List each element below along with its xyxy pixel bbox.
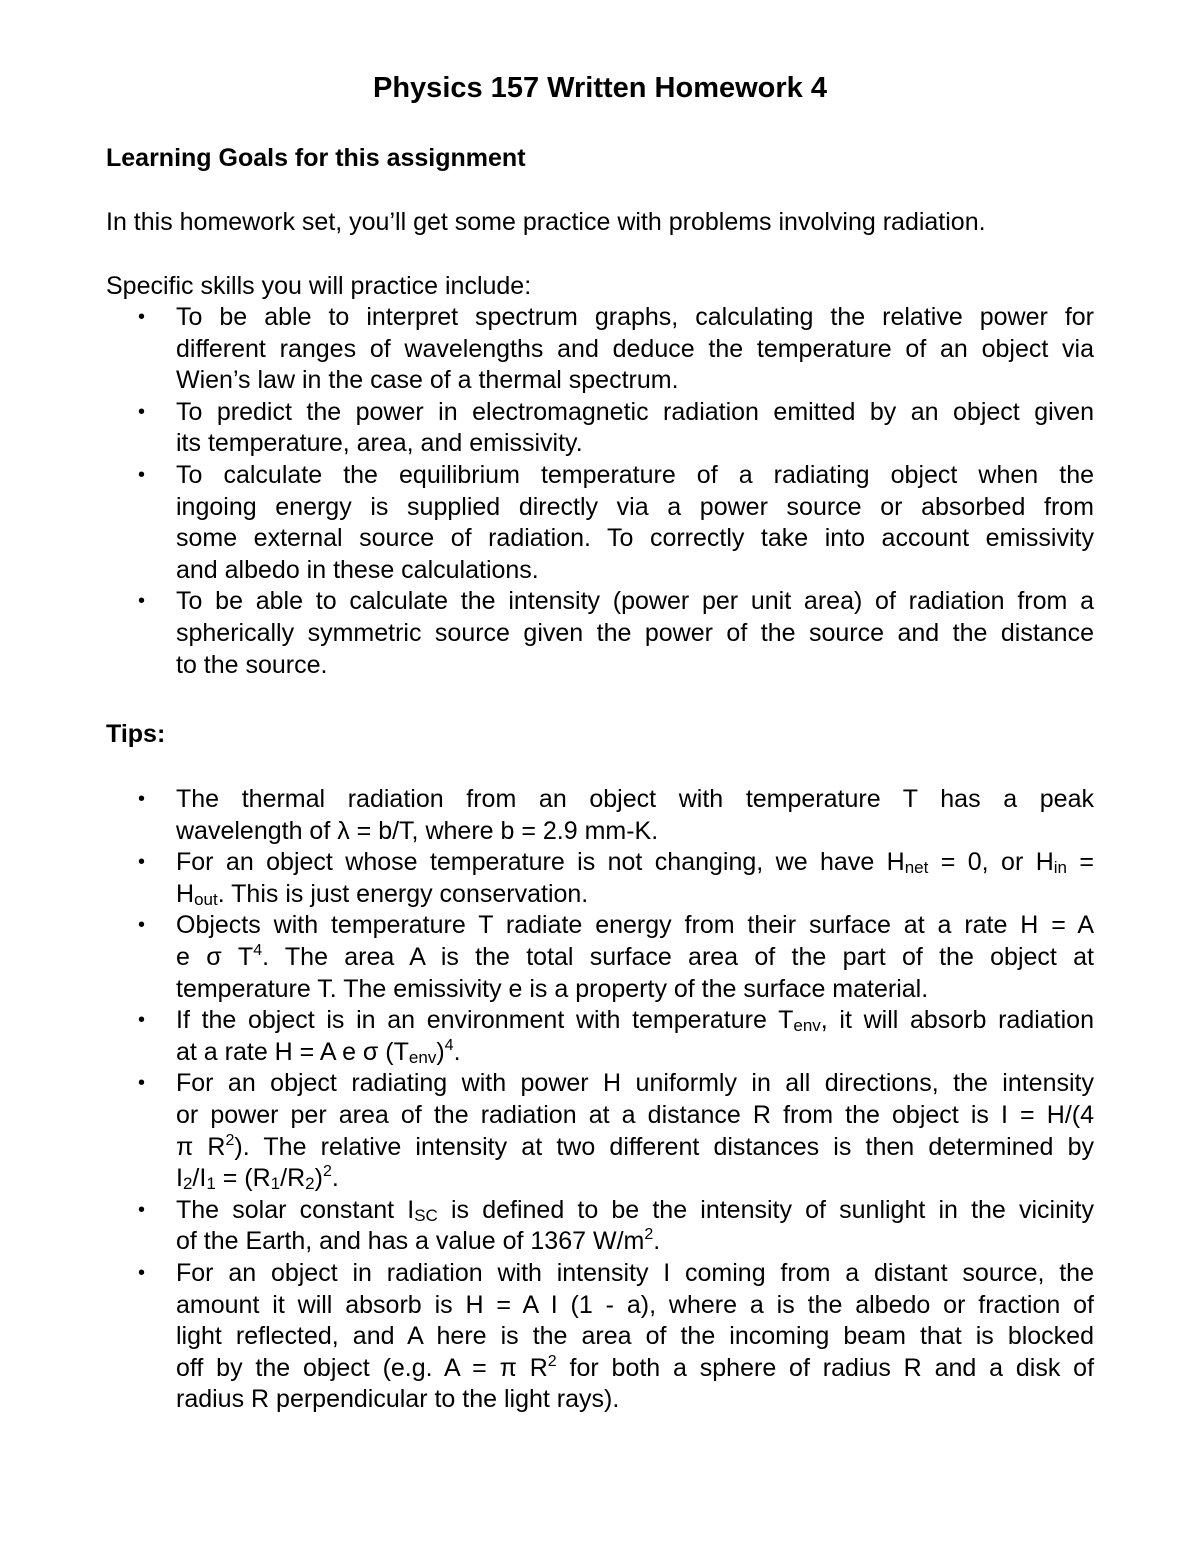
skill-item: • To be able to calculate the intensity (power per unit area) of radiation from a spherically symmetric source given the power of the source and the distance to the source. [138, 587, 1094, 679]
tip-item: • For an object in radiation with intensity I coming from a distant source, the amount it will absorb is H = A I (1 - a), where a is the albedo or fraction of light reflected, and A here is the area of the incoming beam that is blocked off by the object (e.g. A = π $R^2$ for both a sphere of radius R and a disk of radius R perpendicular to the light rays). [138, 1258, 1095, 1414]
bullet-icon: • [138, 590, 146, 613]
tip-item: • The thermal radiation from an object with temperature T has a peak wavelength of λ = b/T, where b = 2.9 mm-K. [138, 785, 1094, 845]
skills-list [106, 302, 1094, 681]
learning-goals-heading: Learning Goals for this assignment [106, 144, 526, 172]
tip-item: • For an object radiating with power H uniformly in all directions, the intensity or power per area of the radiation at a distance R from the object is I = H/(4 π $R^2$). The relative intensity at two different distances is then determined by $I_2/I_1 = (R_1/R_2)^2$. [138, 1069, 1094, 1194]
skills-intro: Specific skills you will practice include: [106, 272, 532, 300]
tip-item: • If the object is in an environment with temperature $T_{env}$, it will absorb radiation at a rate H = A e σ $(T_{env})^4$. [138, 1006, 1094, 1067]
bullet-icon: • [138, 1072, 146, 1095]
tips-list [106, 784, 1094, 1416]
document-page [106, 0, 1094, 1553]
skill-item: • To be able to interpret spectrum graphs, calculating the relative power for different ranges of wavelengths and deduce the temperature of an object via Wien’s law in the case of a thermal spectrum. [138, 303, 1094, 395]
bullet-icon: • [138, 1261, 146, 1284]
bullet-icon: • [138, 1009, 146, 1032]
bullet-icon: • [138, 400, 146, 423]
bullet-icon: • [138, 306, 146, 328]
skill-item: • To predict the power in electromagnetic radiation emitted by an object given its temperature, area, and emissivity. [138, 397, 1094, 458]
tip-item: • For an object whose temperature is not changing, we have $H_{net} = 0$, or $H_{in}$ = $H_{out}$. This is just energy conservation. [138, 848, 1095, 909]
page-title: Physics 157 Written Homework 4 [373, 72, 827, 104]
tips-heading: Tips: [106, 720, 166, 748]
bullet-icon: • [138, 463, 146, 486]
bullet-icon: • [138, 1198, 146, 1221]
tip-item: • The solar constant $I_{SC}$ is defined to be the intensity of sunlight in the vicinity of the Earth, and has a value of 1367 $W/m^2$. [138, 1195, 1095, 1256]
bullet-icon: • [138, 851, 146, 874]
bullet-icon: • [138, 788, 146, 810]
intro-paragraph: In this homework set, you’ll get some practice with problems involving radiation. [106, 208, 986, 236]
bullet-icon: • [138, 914, 146, 937]
tip-item: • Objects with temperature T radiate energy from their surface at a rate H = A e σ $T^4$. The area A is the total surface area of the part of the object at temperature T. The emissivity e is a property of the surface material. [138, 911, 1095, 1003]
skill-item: • To calculate the equilibrium temperature of a radiating object when the ingoing energy is supplied directly via a power source or absorbed from some external source of radiation. To correctly take into account emissivity and albedo in these calculations. [138, 460, 1094, 584]
